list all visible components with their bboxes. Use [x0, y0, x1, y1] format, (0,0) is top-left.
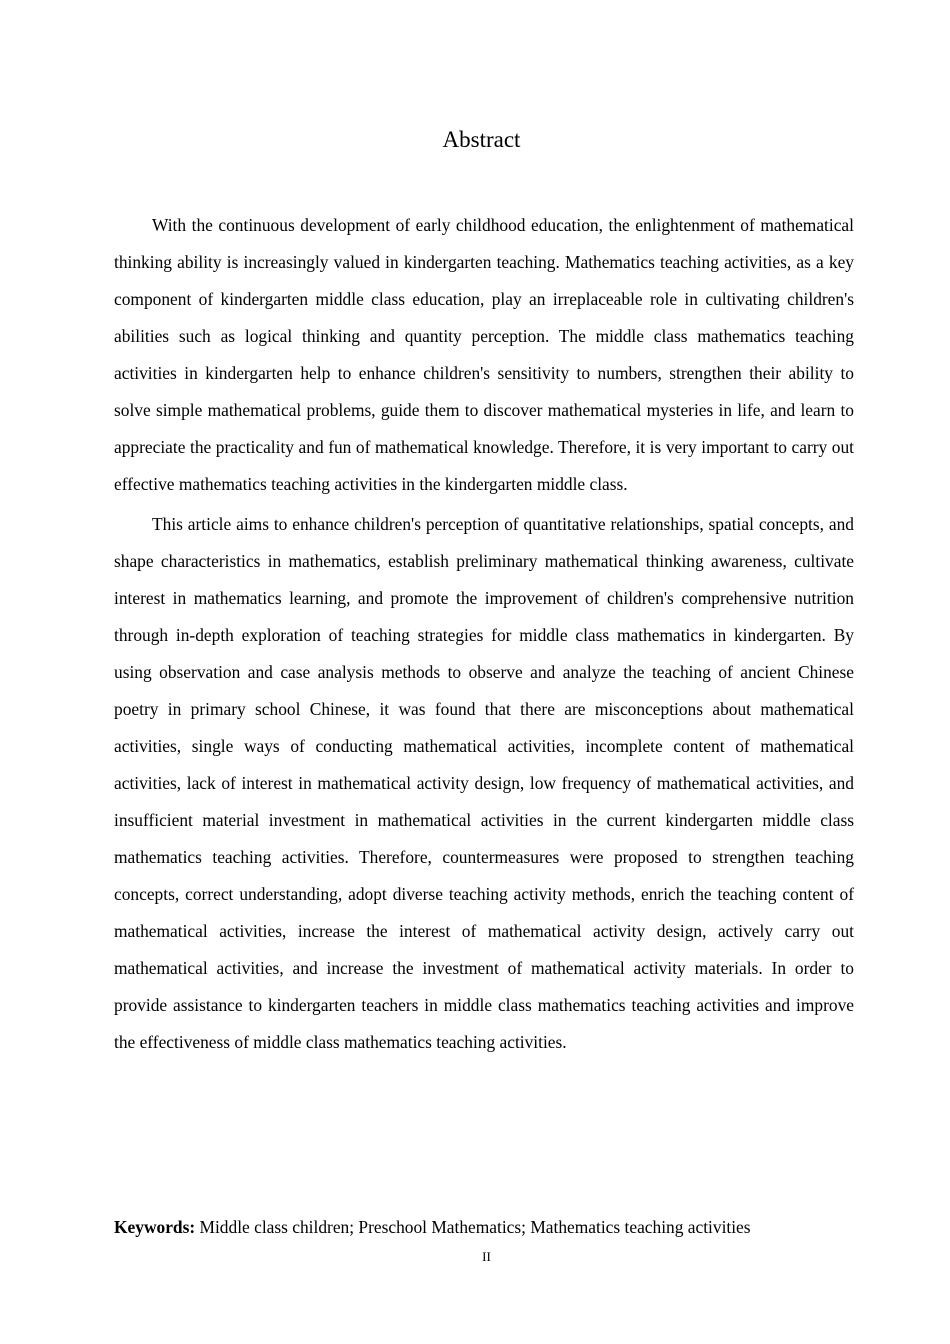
abstract-title: Abstract — [442, 127, 521, 152]
page-number: II — [482, 1249, 491, 1264]
abstract-paragraph-1: With the continuous development of early childhood education, the enlightenment of mathematical thinking ability is increasingly valued in kindergarten teaching. Mathematics teaching activities, as a key component of kindergarten middle class education, play an irreplaceable role in cultivating children's abilities such as logical thinking and quantity perception. The middle class mathematics teaching activities in kindergarten help to enhance children's sensitivity to numbers, strengthen their ability to solve simple mathematical problems, guide them to discover mathematical mysteries in life, and learn to appreciate the practicality and fun of mathematical knowledge. Therefore, it is very important to carry out effective mathematics teaching activities in the kindergarten middle class. — [114, 215, 854, 494]
keywords-label: Keywords: — [114, 1217, 196, 1237]
keywords-text: Middle class children; Preschool Mathematics; Mathematics teaching activities — [199, 1217, 751, 1237]
keywords-line — [114, 1214, 874, 1240]
abstract-paragraph-2: This article aims to enhance children's perception of quantitative relationships, spatial concepts, and shape characteristics in mathematics, establish preliminary mathematical thinking awareness, cultivate interest in mathematics learning, and promote the improvement of children's comprehensive nutrition through in-depth exploration of teaching strategies for middle class mathematics in kindergarten. By using observation and case analysis methods to observe and analyze the teaching of ancient Chinese poetry in primary school Chinese, it was found that there are misconceptions about mathematical activities, single ways of conducting mathematical activities, incomplete content of mathematical activities, lack of interest in mathematical activity design, low frequency of mathematical activities, and insufficient material investment in mathematical activities in the current kindergarten middle class mathematics teaching activities. Therefore, countermeasures were proposed to strengthen teaching concepts, correct understanding, adopt diverse teaching activity methods, enrich the teaching content of mathematical activities, increase the interest of mathematical activity design, actively carry out mathematical activities, and increase the investment of mathematical activity materials. In order to provide assistance to kindergarten teachers in middle class mathematics teaching activities and improve the effectiveness of middle class mathematics teaching activities. — [114, 514, 854, 1052]
abstract-body — [114, 207, 854, 1064]
